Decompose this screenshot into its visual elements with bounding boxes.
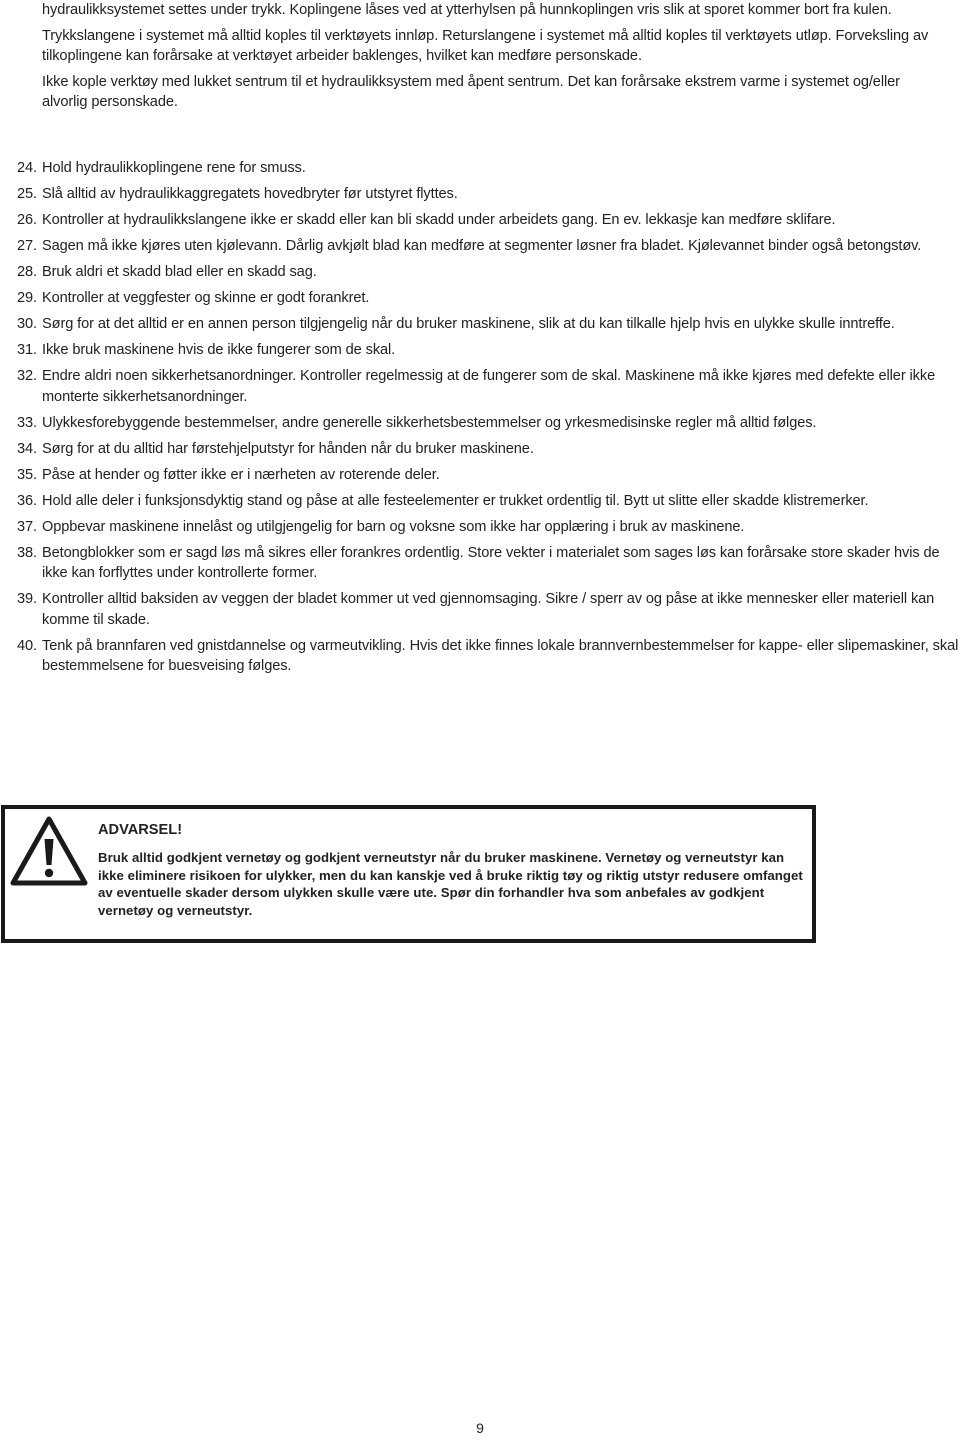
item-text: Sørg for at det alltid er en annen person tilgjengelig når du bruker maskinene, slik at du kan tilkalle hjelp hvis en ulykke skulle inntreffe.: [42, 316, 895, 332]
list-item: [17, 543, 960, 584]
item-text: Påse at hender og føtter ikke er i nærheten av roterende deler.: [42, 466, 440, 483]
warning-title: ADVARSEL!: [98, 822, 183, 838]
item-text: Hold hydraulikkoplingene rene for smuss.: [42, 160, 306, 176]
continuation-paragraph: hydraulikksystemet settes under trykk. Koplingene låses ved at ytterhylsen på hunnkoplingen vris slik at sporet kommer bort fra kulen.: [42, 2, 892, 18]
list-item: [17, 236, 960, 257]
item-number: 34.: [17, 440, 37, 457]
item-text: Hold alle deler i funksjonsdyktig stand og påse at alle festeelementer er trukket ordentlig til. Bytt ut slitte eller skadde klistremerker.: [42, 492, 869, 509]
continuation-paragraph: Trykkslangene i systemet må alltid koples til verktøyets innløp. Returslangene i systemet må alltid koples til verktøyets utløp. Forveksling av tilkoplingene kan forårsake at verktøyet arbeider baklenges, hvilket kan medføre personskade.: [42, 27, 929, 64]
item-text: Endre aldri noen sikkerhetsanordninger. Kontroller regelmessig at de fungerer som de skal. Maskinene må ikke kjøres med defekte eller ikke monterte sikkerhetsanordninger.: [42, 368, 936, 405]
list-item: [17, 262, 960, 283]
list-item: [17, 340, 960, 361]
item-text: Kontroller at hydraulikkslangene ikke er skadd eller kan bli skadd under arbeidets gang. En ev. lekkasje kan medføre sklifare.: [42, 212, 836, 228]
list-item: [17, 589, 960, 630]
item-number: 33.: [17, 414, 37, 431]
list-item: [17, 366, 960, 407]
safety-list: [17, 158, 960, 682]
item-number: 29.: [17, 290, 37, 306]
list-item: [17, 210, 960, 231]
item-text: Kontroller alltid baksiden av veggen der bladet kommer ut ved gjennomsaging. Sikre / sperr av og påse at ikke mennesker eller materiell kan komme til skade.: [42, 591, 935, 628]
item-number: 30.: [17, 316, 37, 332]
item-number: 32.: [17, 368, 37, 384]
list-item: [17, 517, 960, 538]
item-number: 25.: [17, 186, 37, 202]
item-text: Slå alltid av hydraulikkaggregatets hovedbryter før utstyret flyttes.: [42, 186, 458, 202]
item-number: 35.: [17, 466, 37, 483]
item-number: 40.: [17, 637, 37, 654]
list-item: [17, 413, 960, 434]
item-text: Sørg for at du alltid har førstehjelputstyr for hånden når du bruker maskinene.: [42, 440, 534, 457]
item-text: Sagen må ikke kjøres uten kjølevann. Dårlig avkjølt blad kan medføre at segmenter løsner fra bladet. Kjølevannet binder også betongstøv.: [42, 238, 922, 254]
warning-text: Bruk alltid godkjent vernetøy og godkjent verneutstyr når du bruker maskinene. Vernetøy og verneutstyr kan ikke eliminere risikoen for ulykker, men du kan kanskje ved å bruke riktig tøy og riktig utstyr redusere omfanget av eventuelle skader dersom ulykken skulle være ute. Spør din forhandler hva som anbefales av godkjent vernetøy og verneutstyr.: [98, 850, 803, 918]
warning-triangle-icon: [10, 815, 88, 887]
list-item: [17, 465, 960, 486]
item-number: 26.: [17, 212, 37, 228]
page-number: 9: [476, 1420, 484, 1436]
item-number: 38.: [17, 544, 37, 561]
continuation-paragraph: Ikke kople verktøy med lukket sentrum til et hydraulikksystem med åpent sentrum. Det kan forårsake ekstrem varme i systemet og/eller alvorlig personskade.: [42, 73, 900, 110]
item-text: Betongblokker som er sagd løs må sikres eller forankres ordentlig. Store vekter i materialet som sages løs kan forårsake store skader hvis de ikke kan forflyttes under kontrollerte former.: [42, 544, 940, 581]
item-text: Ikke bruk maskinene hvis de ikke fungerer som de skal.: [42, 342, 396, 358]
item-number: 31.: [17, 342, 37, 358]
item-number: 37.: [17, 518, 37, 535]
list-item: [17, 314, 960, 335]
list-item: [17, 288, 960, 309]
list-item: [17, 158, 960, 179]
list-item: [17, 184, 960, 205]
continuation-text: [42, 0, 947, 118]
item-text: Kontroller at veggfester og skinne er godt forankret.: [42, 290, 370, 306]
item-number: 39.: [17, 591, 37, 607]
item-text: Ulykkesforebyggende bestemmelser, andre generelle sikkerhetsbestemmelser og yrkesmedisinske regler må alltid følges.: [42, 414, 817, 431]
item-text: Bruk aldri et skadd blad eller en skadd sag.: [42, 264, 317, 280]
item-text: Oppbevar maskinene innelåst og utilgjengelig for barn og voksne som ikke har opplæring i bruk av maskinene.: [42, 518, 745, 535]
item-number: 24.: [17, 160, 37, 176]
item-number: 28.: [17, 264, 37, 280]
list-item: [17, 439, 960, 460]
list-item: [17, 491, 960, 512]
warning-box: [1, 805, 816, 943]
item-text: Tenk på brannfaren ved gnistdannelse og varmeutvikling. Hvis det ikke finnes lokale brannvernbestemmelser for kappe- eller slipemaskiner, skal bestemmelsene for buesveising følges.: [42, 637, 959, 674]
item-number: 36.: [17, 492, 37, 509]
item-number: 27.: [17, 238, 37, 254]
list-item: [17, 636, 960, 677]
